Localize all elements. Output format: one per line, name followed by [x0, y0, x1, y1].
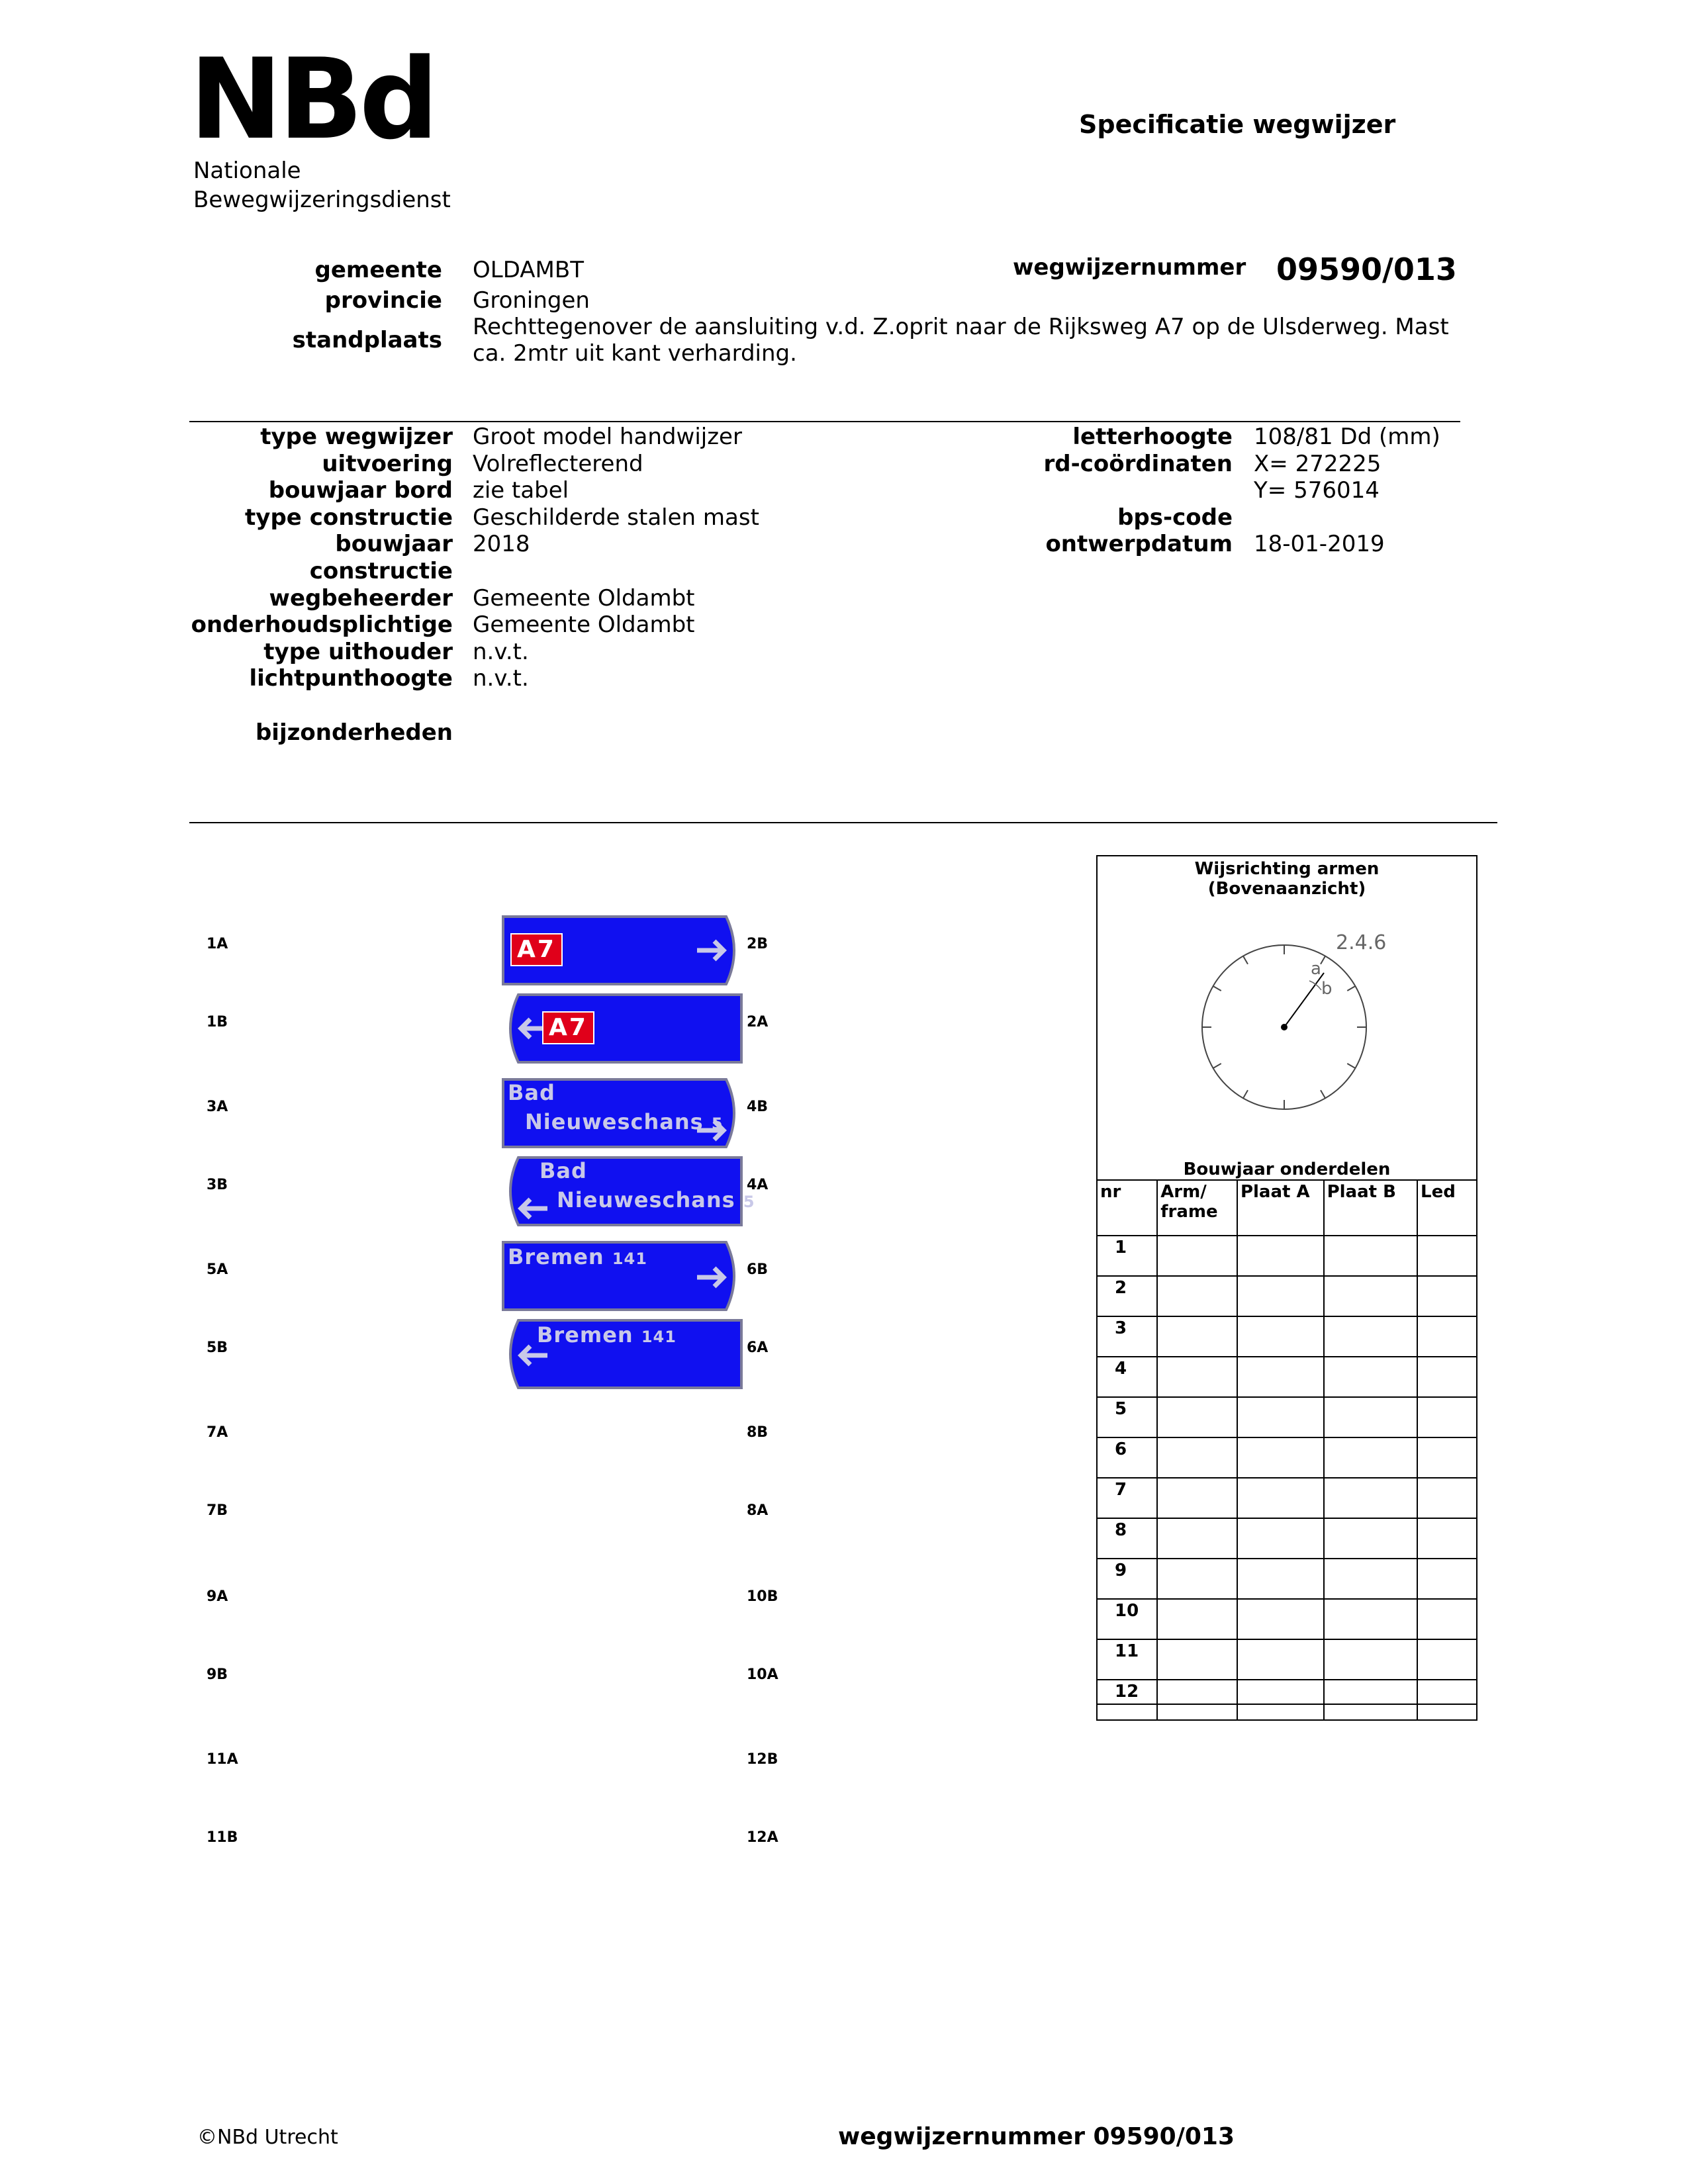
- sign-label-left: 7A: [207, 1424, 228, 1441]
- document-title: Specificatie wegwijzer: [1079, 110, 1396, 139]
- sign-label-right: 6B: [747, 1261, 769, 1278]
- compass-tick: [1243, 956, 1248, 964]
- compass-diagram: [1192, 927, 1390, 1125]
- panel-title-line-1: Wijsrichting armen: [1194, 859, 1380, 879]
- sign-label-left: 9B: [207, 1666, 228, 1683]
- empty-cell: [1324, 1357, 1417, 1397]
- parts-col-header-text: frame: [1160, 1202, 1218, 1222]
- direction-sign: [501, 1077, 743, 1149]
- parts-col-header: [1417, 1180, 1477, 1236]
- compass-tick: [1213, 986, 1221, 991]
- empty-cell: [1417, 1559, 1477, 1599]
- spec-label: ontwerpdatum: [1045, 531, 1233, 557]
- table-row: [1097, 1276, 1477, 1316]
- compass-tick: [1321, 956, 1325, 964]
- row-number: 7: [1097, 1478, 1157, 1518]
- parts-col-header: [1324, 1180, 1417, 1236]
- distance-km: 141: [612, 1250, 647, 1268]
- empty-cell: [1157, 1599, 1237, 1639]
- destination-name: Nieuweschans: [557, 1187, 735, 1212]
- parts-col-header-text: nr: [1100, 1182, 1121, 1202]
- row-number: 6: [1097, 1437, 1157, 1478]
- row-number: 12: [1097, 1680, 1157, 1720]
- table-row: [1097, 1559, 1477, 1599]
- standplaats-label: standplaats: [292, 327, 442, 353]
- direction-arm: [1284, 973, 1324, 1027]
- compass-tick: [1321, 1090, 1325, 1098]
- parts-col-header: [1157, 1180, 1237, 1236]
- compass-direction-label: 2.4.6: [1336, 931, 1387, 954]
- sign-label-left: 1A: [207, 936, 228, 952]
- parts-table: [1096, 1179, 1477, 1721]
- direction-sign: [501, 1156, 755, 1227]
- spec-value: Y= 576014: [1254, 477, 1380, 504]
- sign-label-left: 9A: [207, 1588, 228, 1605]
- angle-a-label: a: [1311, 959, 1321, 979]
- sign-label-right: 8B: [747, 1424, 769, 1441]
- spec-value: 108/81 Dd (mm): [1254, 424, 1440, 450]
- empty-cell: [1157, 1680, 1237, 1720]
- destination-name: Bremen: [537, 1322, 633, 1347]
- logo-subtitle: [193, 156, 451, 214]
- empty-cell: [1237, 1639, 1324, 1680]
- footer-copyright: ©NBd Utrecht: [197, 2126, 338, 2149]
- empty-cell: [1417, 1236, 1477, 1276]
- parts-col-header: [1237, 1180, 1324, 1236]
- spec-label: bouwjaar bord: [268, 477, 453, 504]
- parts-table-title: Bouwjaar onderdelen: [1183, 1160, 1391, 1179]
- standplaats-line-1: Rechttegenover de aansluiting v.d. Z.oprit naar de Rijksweg A7 op de Ulsderweg. Mast: [473, 314, 1449, 340]
- footer-number: wegwijzernummer 09590/013: [838, 2123, 1235, 2150]
- row-number: 3: [1097, 1316, 1157, 1357]
- empty-cell: [1324, 1397, 1417, 1437]
- destination-line-1: Bad: [508, 1080, 555, 1105]
- empty-cell: [1237, 1559, 1324, 1599]
- parts-col-header-text: Arm/: [1160, 1182, 1207, 1202]
- distance-km: 5: [711, 1115, 724, 1133]
- spec-value: n.v.t.: [473, 665, 529, 692]
- empty-cell: [1157, 1397, 1237, 1437]
- empty-cell: [1324, 1276, 1417, 1316]
- sign-label-right: 2A: [747, 1014, 769, 1030]
- row-number: 8: [1097, 1518, 1157, 1559]
- destination-line-1: [537, 1322, 677, 1347]
- empty-cell: [1417, 1478, 1477, 1518]
- compass-tick: [1213, 1064, 1221, 1068]
- spec-label: onderhoudsplichtige: [191, 612, 453, 638]
- spec-value: Groot model handwijzer: [473, 424, 742, 450]
- sign-label-right: 10B: [747, 1588, 778, 1605]
- sign-label-right: 8A: [747, 1502, 769, 1519]
- empty-cell: [1324, 1680, 1417, 1720]
- spec-value: Volreflecterend: [473, 451, 643, 477]
- sign-shape: [501, 993, 743, 1064]
- spec-label: letterhoogte: [1072, 424, 1233, 450]
- wegwijzernummer-value: 09590/013: [1276, 251, 1457, 287]
- route-shield: A7: [510, 933, 563, 966]
- spec-value: zie tabel: [473, 477, 569, 504]
- empty-cell: [1324, 1236, 1417, 1276]
- row-number: 10: [1097, 1599, 1157, 1639]
- direction-sign: [501, 993, 743, 1064]
- spec-value: Geschilderde stalen mast: [473, 504, 759, 531]
- empty-cell: [1324, 1316, 1417, 1357]
- destination-line-2: [557, 1187, 755, 1212]
- spec-label: bouwjaar: [335, 531, 453, 557]
- empty-cell: [1237, 1276, 1324, 1316]
- sign-label-right: 6A: [747, 1340, 769, 1356]
- empty-cell: [1157, 1276, 1237, 1316]
- compass-tick: [1347, 1064, 1355, 1068]
- empty-cell: [1237, 1397, 1324, 1437]
- table-row: [1097, 1518, 1477, 1559]
- empty-cell: [1157, 1559, 1237, 1599]
- spec-label: bps-code: [1117, 504, 1233, 531]
- spec-value: X= 272225: [1254, 451, 1382, 477]
- panel-title-line-2: (Bovenaanzicht): [1207, 879, 1366, 899]
- empty-cell: [1237, 1680, 1324, 1720]
- logo-line-2: Bewegwijzeringsdienst: [193, 187, 451, 213]
- row-number: 5: [1097, 1397, 1157, 1437]
- spec-value: Gemeente Oldambt: [473, 585, 695, 612]
- table-row: [1097, 1639, 1477, 1680]
- parts-col-header-text: Led: [1421, 1182, 1456, 1202]
- row-number: 11: [1097, 1639, 1157, 1680]
- empty-cell: [1417, 1397, 1477, 1437]
- provincie-label: provincie: [324, 287, 442, 314]
- destination-line-1: [508, 1244, 647, 1269]
- compass-tick: [1347, 986, 1355, 991]
- wegwijzernummer-label: wegwijzernummer: [1013, 254, 1246, 281]
- parts-col-header-text: Plaat B: [1327, 1182, 1396, 1202]
- empty-cell: [1237, 1437, 1324, 1478]
- sign-label-left: 11B: [207, 1829, 238, 1846]
- empty-cell: [1237, 1236, 1324, 1276]
- logo-line-1: Nationale: [193, 158, 301, 184]
- sign-label-left: 5A: [207, 1261, 228, 1278]
- sign-label-right: 12A: [747, 1829, 778, 1846]
- destination-name: Nieuweschans: [525, 1109, 704, 1134]
- sign-label-left: 7B: [207, 1502, 228, 1519]
- spec-label: wegbeheerder: [269, 585, 453, 612]
- spec-value: n.v.t.: [473, 639, 529, 665]
- empty-cell: [1157, 1639, 1237, 1680]
- empty-cell: [1324, 1437, 1417, 1478]
- divider-bottom: [189, 822, 1497, 823]
- provincie-value: Groningen: [473, 287, 590, 314]
- sign-label-right: 4B: [747, 1099, 769, 1115]
- spec-label: type constructie: [245, 504, 453, 531]
- empty-cell: [1324, 1518, 1417, 1559]
- sign-label-left: 1B: [207, 1014, 228, 1030]
- gemeente-label: gemeente: [314, 257, 442, 283]
- empty-cell: [1157, 1357, 1237, 1397]
- destination-line-1: Bad: [539, 1158, 587, 1183]
- sign-label-right: 2B: [747, 936, 769, 952]
- compass-center: [1281, 1024, 1288, 1030]
- table-row: [1097, 1236, 1477, 1276]
- table-row: [1097, 1599, 1477, 1639]
- empty-cell: [1157, 1316, 1237, 1357]
- spec-label: constructie: [309, 558, 453, 584]
- sign-label-right: 10A: [747, 1666, 778, 1683]
- route-shield: A7: [542, 1011, 594, 1044]
- table-row: [1097, 1316, 1477, 1357]
- parts-table-header: [1097, 1180, 1477, 1236]
- table-row: [1097, 1478, 1477, 1518]
- spec-label: lichtpunthoogte: [249, 665, 453, 692]
- sign-label-left: 11A: [207, 1751, 238, 1768]
- row-number: 4: [1097, 1357, 1157, 1397]
- empty-cell: [1417, 1437, 1477, 1478]
- empty-cell: [1324, 1478, 1417, 1518]
- empty-cell: [1324, 1599, 1417, 1639]
- direction-sign: [501, 1318, 743, 1390]
- empty-cell: [1324, 1639, 1417, 1680]
- compass-tick: [1243, 1090, 1248, 1098]
- parts-col-header-text: Plaat A: [1240, 1182, 1310, 1202]
- table-row: [1097, 1680, 1477, 1720]
- empty-cell: [1157, 1518, 1237, 1559]
- sign-label-right: 4A: [747, 1177, 769, 1193]
- empty-cell: [1417, 1599, 1477, 1639]
- empty-cell: [1157, 1478, 1237, 1518]
- spec-value: Gemeente Oldambt: [473, 612, 695, 638]
- destination-name: Bremen: [508, 1244, 604, 1269]
- spec-value: 18-01-2019: [1254, 531, 1385, 557]
- sign-label-left: 5B: [207, 1340, 228, 1356]
- empty-cell: [1324, 1559, 1417, 1599]
- table-row: [1097, 1437, 1477, 1478]
- sign-label-right: 12B: [747, 1751, 778, 1768]
- logo: NBd: [189, 34, 435, 164]
- panel-title: [1096, 859, 1477, 899]
- empty-cell: [1417, 1316, 1477, 1357]
- spec-label: uitvoering: [322, 451, 453, 477]
- parts-table-body: [1097, 1236, 1477, 1720]
- empty-cell: [1417, 1276, 1477, 1316]
- destination-line-2: [525, 1109, 724, 1134]
- spec-label: rd-coördinaten: [1043, 451, 1233, 477]
- distance-km: 5: [743, 1193, 755, 1211]
- empty-cell: [1237, 1599, 1324, 1639]
- gemeente-value: OLDAMBT: [473, 257, 584, 283]
- divider-top: [189, 421, 1460, 422]
- row-number: 9: [1097, 1559, 1157, 1599]
- sign-label-left: 3A: [207, 1099, 228, 1115]
- direction-sign: [501, 915, 743, 986]
- standplaats-line-2: ca. 2mtr uit kant verharding.: [473, 340, 797, 367]
- empty-cell: [1417, 1518, 1477, 1559]
- row-number: 2: [1097, 1276, 1157, 1316]
- empty-cell: [1157, 1437, 1237, 1478]
- empty-cell: [1237, 1478, 1324, 1518]
- spec-label: bijzonderheden: [255, 719, 453, 746]
- parts-col-header: [1097, 1180, 1157, 1236]
- spec-label: type uithouder: [263, 639, 453, 665]
- table-row: [1097, 1397, 1477, 1437]
- distance-km: 141: [641, 1328, 677, 1346]
- empty-cell: [1417, 1357, 1477, 1397]
- angle-b-label: b: [1321, 979, 1333, 999]
- empty-cell: [1417, 1639, 1477, 1680]
- table-row: [1097, 1357, 1477, 1397]
- empty-cell: [1417, 1680, 1477, 1720]
- empty-cell: [1237, 1357, 1324, 1397]
- spec-label: type wegwijzer: [260, 424, 453, 450]
- sign-label-left: 3B: [207, 1177, 228, 1193]
- empty-cell: [1237, 1316, 1324, 1357]
- spec-value: 2018: [473, 531, 530, 557]
- direction-sign: [501, 1240, 743, 1312]
- row-number: 1: [1097, 1236, 1157, 1276]
- empty-cell: [1237, 1518, 1324, 1559]
- empty-cell: [1157, 1236, 1237, 1276]
